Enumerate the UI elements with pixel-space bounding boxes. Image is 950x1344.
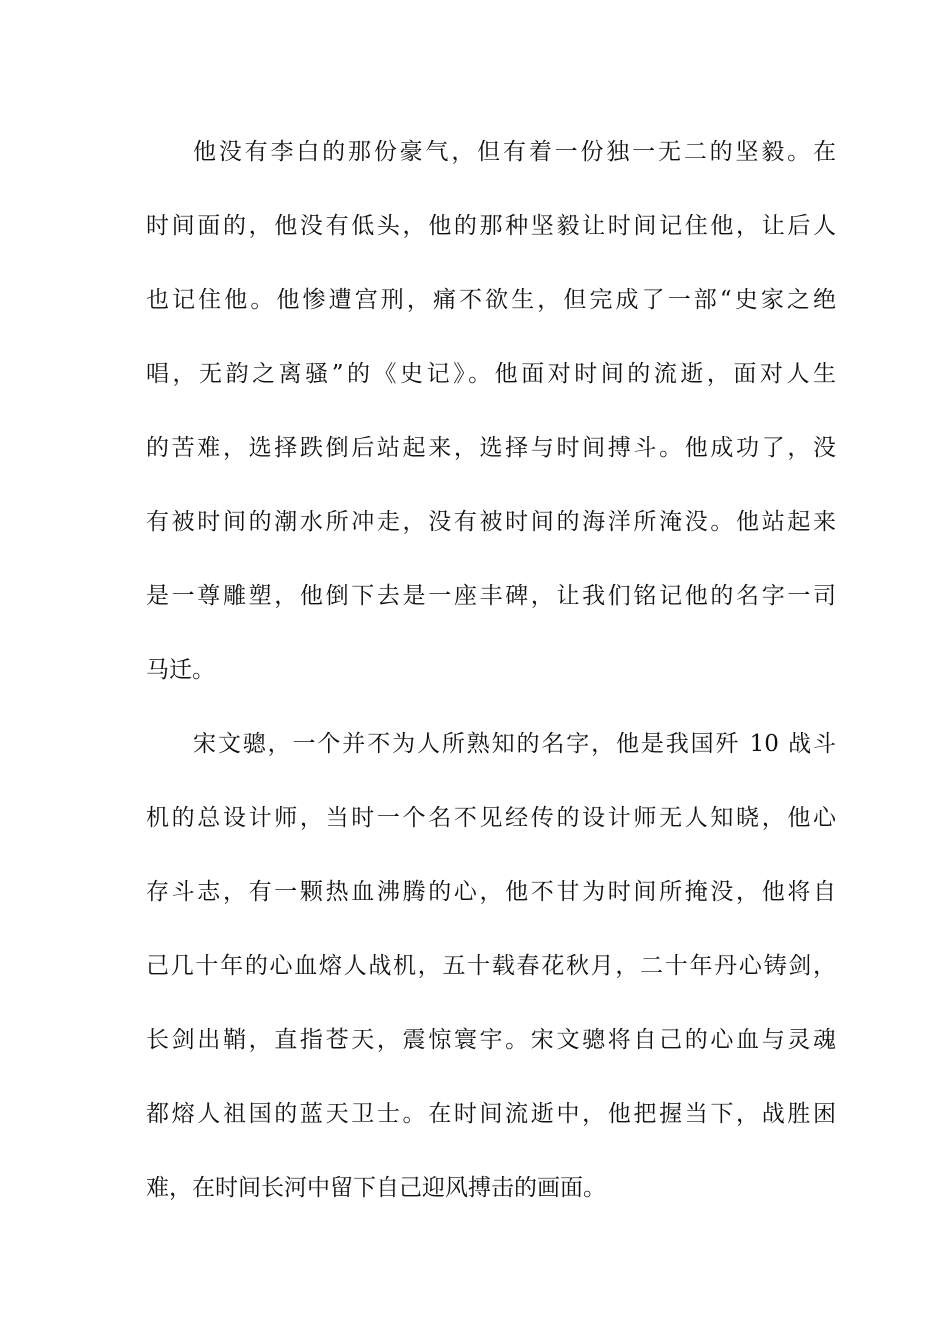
paragraph-1-line-7: 是一尊雕塑，他倒下去是一座丰碑，让我们铭记他的名字一司 [146,583,836,609]
paragraph-1-line-4: 唱，无韵之离骚”的《史记》。他面对时间的流逝，面对人生 [146,361,836,387]
paragraph-1-line-5: 的苦难，选择跌倒后站起来，选择与时间搏斗。他成功了，没 [146,435,836,461]
paragraph-1-line-3: 也记住他。他惨遭宫刑，痛不欲生，但完成了一部“史家之绝 [146,287,836,313]
paragraph-1-line-2: 时间面的，他没有低头，他的那种坚毅让时间记住他，让后人 [146,213,836,239]
paragraph-1-line-8: 马迁。 [146,657,215,683]
paragraph-1-line-1: 他没有李白的那份豪气，但有着一份独一无二的坚毅。在 [193,139,836,165]
paragraph-2-line-2: 机的总设计师，当时一个名不见经传的设计师无人知晓，他心 [146,805,836,831]
paragraph-2-line-6: 都熔人祖国的蓝天卫士。在时间流逝中，他把握当下，战胜困 [146,1101,836,1127]
paragraph-2-line-3: 存斗志，有一颗热血沸腾的心，他不甘为时间所掩没，他将自 [146,879,836,905]
paragraph-2-line-4: 己几十年的心血熔人战机，五十载春花秋月，二十年丹心铸剑， [146,953,836,979]
paragraph-2-line-7: 难，在时间长河中留下自己迎风搏击的画面。 [146,1175,606,1201]
paragraph-2-line-1: 宋文骢，一个并不为人所熟知的名字，他是我国歼 10 战斗 [193,731,836,757]
paragraph-1-line-6: 有被时间的潮水所冲走，没有被时间的海洋所淹没。他站起来 [146,509,836,535]
paragraph-2-line-5: 长剑出鞘，直指苍天，震惊寰宇。宋文骢将自己的心血与灵魂 [146,1027,836,1053]
